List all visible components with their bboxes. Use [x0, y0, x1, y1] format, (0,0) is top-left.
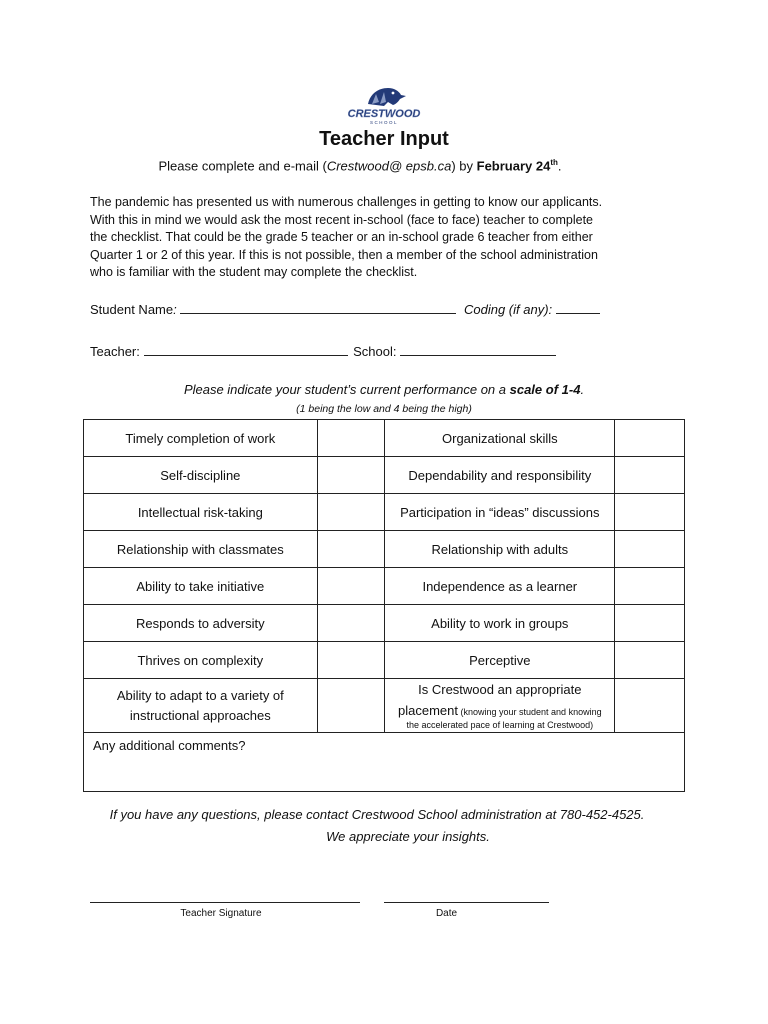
deadline: February 24	[476, 158, 551, 174]
date-line[interactable]	[384, 902, 549, 903]
rating-cell[interactable]	[317, 605, 385, 642]
criterion-label: Ability to take initiative	[84, 568, 318, 605]
intro-paragraph	[90, 194, 650, 282]
scale-emphasis: scale of 1-4	[509, 382, 581, 397]
criterion-label: Independence as a learner	[385, 568, 615, 605]
rating-cell[interactable]	[317, 494, 385, 531]
rating-cell[interactable]	[615, 642, 685, 679]
scale-suffix: .	[580, 382, 585, 397]
criterion-label: Organizational skills	[385, 420, 615, 457]
table-row	[84, 642, 685, 679]
rating-cell[interactable]	[615, 568, 685, 605]
teacher-field[interactable]	[144, 342, 348, 356]
criterion-line: instructional approaches	[129, 708, 271, 723]
footer-contact: If you have any questions, please contact Crestwood School administration at 780-452-4525.	[109, 807, 645, 822]
eagle-logo-icon	[346, 80, 422, 126]
school-label: School:	[353, 344, 397, 359]
footer-thanks: We appreciate your insights.	[326, 829, 490, 844]
table-row	[84, 420, 685, 457]
table-row	[84, 457, 685, 494]
teacher-signature-label: Teacher Signature	[180, 908, 262, 919]
intro-line: With this in mind we would ask the most recent in-school (face to face) teacher to complete	[90, 212, 594, 227]
student-name-label: Student Name	[90, 302, 174, 317]
logo-subtitle: SCHOOL	[369, 120, 399, 125]
rating-cell[interactable]	[317, 568, 385, 605]
instructions-by: by	[455, 158, 477, 174]
criterion-label: Ability to work in groups	[385, 605, 615, 642]
criterion-label	[385, 679, 615, 733]
scale-instruction	[0, 382, 768, 397]
criterion-label: Participation in “ideas” discussions	[385, 494, 615, 531]
criterion-note: (knowing your student and knowing	[458, 706, 602, 717]
teacher-school-row	[90, 342, 556, 359]
rating-cell[interactable]	[317, 642, 385, 679]
rating-cell[interactable]	[317, 420, 385, 457]
comments-label: Any additional comments?	[93, 738, 246, 753]
page-title: Teacher Input	[319, 128, 449, 150]
school-field[interactable]	[400, 342, 556, 356]
criterion-label: Thrives on complexity	[84, 642, 318, 679]
student-name-colon: :	[173, 302, 177, 317]
logo-wordmark: CRESTWOOD	[347, 108, 421, 120]
table-row	[84, 605, 685, 642]
comments-field[interactable]	[84, 733, 685, 792]
rating-cell[interactable]	[615, 494, 685, 531]
instructions-closing: )	[451, 158, 456, 174]
criterion-line: placement	[398, 702, 458, 718]
student-info-row	[90, 300, 600, 317]
scale-note: (1 being the low and 4 being the high)	[296, 403, 472, 415]
criterion-label: Dependability and responsibility	[385, 457, 615, 494]
rating-cell[interactable]	[615, 457, 685, 494]
instructions-prefix: Please complete and e-mail (	[158, 158, 327, 174]
criterion-label	[84, 679, 318, 733]
criterion-label: Intellectual risk-taking	[84, 494, 318, 531]
footer-note	[0, 804, 768, 848]
rating-cell[interactable]	[615, 420, 685, 457]
rating-table	[83, 419, 685, 792]
coding-field[interactable]	[556, 300, 600, 314]
date-label: Date	[435, 908, 458, 919]
criterion-label: Relationship with classmates	[84, 531, 318, 568]
intro-line: the checklist. That could be the grade 5 teacher or an in-school grade 6 teacher from either	[90, 230, 593, 244]
rating-cell[interactable]	[615, 531, 685, 568]
rating-cell[interactable]	[615, 605, 685, 642]
table-row	[84, 679, 685, 733]
submission-instructions	[0, 158, 720, 173]
instructions-period: .	[557, 158, 562, 174]
school-logo	[346, 80, 422, 126]
table-row	[84, 531, 685, 568]
intro-line: who is familiar with the student may complete the checklist.	[90, 265, 418, 279]
scale-prefix: Please indicate your student’s current performance on a	[183, 382, 510, 397]
criterion-line: Ability to adapt to a variety of	[116, 688, 284, 703]
rating-cell[interactable]	[615, 679, 685, 733]
student-name-field[interactable]	[180, 300, 456, 314]
criterion-label: Relationship with adults	[385, 531, 615, 568]
comments-row	[84, 733, 685, 792]
criterion-label: Responds to adversity	[84, 605, 318, 642]
rating-cell[interactable]	[317, 679, 385, 733]
teacher-signature-line[interactable]	[90, 902, 360, 903]
teacher-label: Teacher:	[90, 344, 140, 359]
rating-cell[interactable]	[317, 531, 385, 568]
coding-label: Coding (if any):	[463, 302, 553, 317]
criterion-line: Is Crestwood an appropriate	[418, 681, 582, 697]
rating-cell[interactable]	[317, 457, 385, 494]
email-address[interactable]: Crestwood@ epsb.ca	[326, 158, 452, 174]
criterion-note: the accelerated pace of learning at Crestwood)	[406, 719, 594, 730]
table-row	[84, 494, 685, 531]
table-row	[84, 568, 685, 605]
deadline-suffix: th	[550, 158, 558, 167]
criterion-label: Self-discipline	[84, 457, 318, 494]
criterion-label: Timely completion of work	[84, 420, 318, 457]
criterion-label: Perceptive	[385, 642, 615, 679]
intro-line: Quarter 1 or 2 of this year. If this is not possible, then a member of the school administration	[90, 247, 598, 262]
intro-line: The pandemic has presented us with numerous challenges in getting to know our applicants.	[90, 195, 603, 209]
